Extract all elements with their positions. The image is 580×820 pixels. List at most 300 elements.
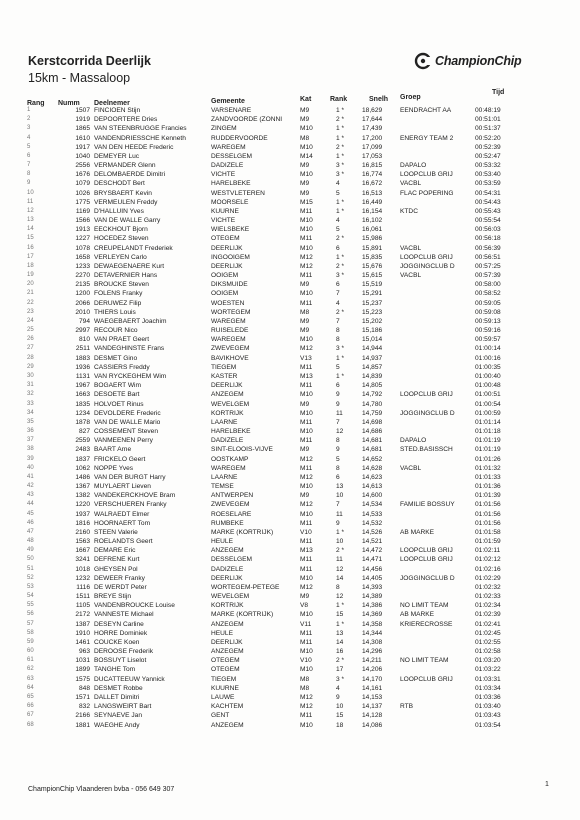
table-header <box>0 86 580 108</box>
row-time: 00:57:25 <box>475 262 501 270</box>
row-time: 01:01:36 <box>475 483 501 491</box>
row-participant: FRICKELO Geert <box>94 455 146 463</box>
row-municipality: WAREGEM <box>211 464 246 472</box>
row-rank: 14 <box>336 638 344 646</box>
row-time: 01:01:39 <box>475 492 501 500</box>
row-speed: 14,937 <box>362 354 383 362</box>
row-municipality: DESSELGEM <box>211 556 253 564</box>
table-row <box>0 363 580 372</box>
row-rang: 50 <box>27 556 34 563</box>
row-rang: 46 <box>27 519 34 526</box>
row-rang: 8 <box>27 171 31 178</box>
row-municipality: HEULE <box>211 629 233 637</box>
row-category: M9 <box>300 116 310 124</box>
row-number: 2166 <box>75 712 90 720</box>
row-category: M12 <box>300 703 313 711</box>
row-municipality: TIEGEM <box>211 363 237 371</box>
row-participant: GHEYSEN Pol <box>94 565 138 573</box>
row-time: 01:00:16 <box>475 354 501 362</box>
row-category: M9 <box>300 492 310 500</box>
row-number: 1563 <box>75 538 90 546</box>
table-row <box>0 372 580 381</box>
row-participant: VAN DE WALLE Garry <box>94 217 161 225</box>
row-time: 01:01:14 <box>475 418 501 426</box>
table-row <box>0 455 580 464</box>
row-number: 3241 <box>75 556 90 564</box>
row-municipality: OOIGEM <box>211 272 239 280</box>
row-number: 1899 <box>75 666 90 674</box>
row-participant: DEWAEGENAERE Kurt <box>94 262 165 270</box>
row-speed: 15,519 <box>362 281 383 289</box>
row-rank: 10 <box>336 703 344 711</box>
row-rank: 10 <box>336 492 344 500</box>
row-municipality: LAARNE <box>211 473 238 481</box>
row-rank: 6 <box>336 244 340 252</box>
row-group: DAPALO <box>400 162 427 170</box>
row-group: AB MARKE <box>400 528 435 536</box>
header-nummer: Numm <box>58 100 80 107</box>
row-rang: 66 <box>27 703 34 710</box>
row-time: 00:53:32 <box>475 162 501 170</box>
row-rank: 1 * <box>336 198 345 206</box>
row-municipality: DADIZELE <box>211 437 244 445</box>
table-row <box>0 500 580 509</box>
row-category: M11 <box>300 299 313 307</box>
row-number: 1575 <box>75 675 90 683</box>
row-category: M12 <box>300 694 313 701</box>
row-group: STED.BASISSCH <box>400 446 453 454</box>
row-participant: DELOMBAERDE Dimitri <box>94 171 166 179</box>
row-time: 01:02:16 <box>475 565 501 573</box>
row-speed: 16,672 <box>362 180 383 188</box>
row-participant: VAN RYCKEGHEM Wim <box>94 372 167 380</box>
row-category: M10 <box>300 611 313 619</box>
row-rank: 9 <box>336 519 340 527</box>
row-number: 1078 <box>75 244 90 252</box>
row-municipality: RUISELEDE <box>211 327 249 335</box>
row-rang: 58 <box>27 629 34 636</box>
row-time: 01:02:12 <box>475 556 501 564</box>
row-number: 2172 <box>75 611 90 619</box>
row-municipality: MARKE (KORTRIJK) <box>211 611 274 619</box>
table-row <box>0 519 580 528</box>
row-number: 1910 <box>75 629 90 637</box>
row-time: 00:59:57 <box>475 336 501 344</box>
row-category: M8 <box>300 675 310 683</box>
row-category: M10 <box>300 721 313 729</box>
row-speed: 14,456 <box>362 565 383 573</box>
row-time: 01:00:54 <box>475 400 501 408</box>
row-speed: 14,526 <box>362 528 383 536</box>
row-category: V13 <box>300 354 312 362</box>
row-number: 1232 <box>75 574 90 582</box>
row-category: M11 <box>300 363 313 371</box>
row-speed: 14,521 <box>362 538 383 546</box>
row-rank: 1 * <box>336 253 345 261</box>
row-municipality: WEVELGEM <box>211 400 250 408</box>
row-rank: 1 * <box>336 152 345 160</box>
row-speed: 14,600 <box>362 492 383 500</box>
row-category: V11 <box>300 620 312 628</box>
row-category: M11 <box>300 565 313 573</box>
row-rang: 48 <box>27 538 34 545</box>
row-speed: 14,792 <box>362 391 383 399</box>
row-speed: 14,857 <box>362 363 383 371</box>
row-speed: 14,805 <box>362 382 383 390</box>
row-time: 00:56:03 <box>475 226 501 234</box>
row-category: V8 <box>300 602 309 610</box>
row-participant: VERMEULEN Freddy <box>94 198 158 206</box>
row-speed: 14,472 <box>362 547 383 555</box>
row-number: 2556 <box>75 162 90 170</box>
row-speed: 15,014 <box>362 336 383 344</box>
table-row <box>0 234 580 243</box>
row-number: 1837 <box>75 455 90 463</box>
row-municipality: RUMBEKE <box>211 519 244 527</box>
table-row <box>0 436 580 445</box>
row-municipality: DEERLIJK <box>211 262 243 270</box>
row-time: 00:52:20 <box>475 134 501 142</box>
row-number: 1116 <box>76 583 90 591</box>
row-rank: 4 <box>336 180 340 188</box>
header-groep: Groep <box>400 94 421 101</box>
row-rank: 7 <box>336 501 340 509</box>
row-number: 1658 <box>75 253 90 261</box>
row-time: 00:51:01 <box>475 116 501 124</box>
row-rang: 41 <box>27 473 34 480</box>
row-participant: MUYLAERT Lieven <box>94 483 151 491</box>
row-participant: VERLEYEN Carlo <box>94 253 147 261</box>
row-category: M9 <box>300 189 310 197</box>
row-participant: VERSCHUEREN Franky <box>94 501 167 509</box>
row-speed: 16,061 <box>362 226 383 234</box>
race-subtitle: 15km - Massaloop <box>28 71 131 85</box>
row-rank: 6 <box>336 382 340 390</box>
row-time: 00:56:18 <box>475 235 501 243</box>
row-municipality: DADIZELE <box>211 162 244 170</box>
row-time: 00:56:39 <box>475 244 501 252</box>
row-category: M12 <box>300 345 313 353</box>
row-time: 00:59:08 <box>475 308 501 316</box>
row-participant: VANDEGHINSTE Frans <box>94 345 165 353</box>
row-rank: 1 * <box>336 354 345 362</box>
row-category: M11 <box>300 638 313 646</box>
row-rang: 11 <box>27 198 34 205</box>
row-rang: 35 <box>27 418 34 425</box>
row-municipality: DADIZELE <box>211 565 244 573</box>
row-number: 1883 <box>75 354 90 362</box>
row-municipality: WAREGEM <box>211 317 246 325</box>
row-rang: 49 <box>27 547 34 554</box>
row-category: M10 <box>300 648 313 656</box>
table-row <box>0 124 580 133</box>
header-snelh: Snelh <box>369 96 389 103</box>
row-number: 1018 <box>75 565 90 573</box>
row-time: 00:57:39 <box>475 272 501 280</box>
table-row <box>0 555 580 564</box>
table-row <box>0 711 580 720</box>
row-time: 01:00:35 <box>475 363 501 371</box>
row-rang: 39 <box>27 455 34 462</box>
row-speed: 16,102 <box>362 217 383 225</box>
row-municipality: KUURNE <box>211 684 239 692</box>
row-rank: 6 <box>336 281 340 289</box>
row-municipality: OOIGEM <box>211 290 239 298</box>
row-number: 1227 <box>75 235 90 243</box>
row-municipality: VICHTE <box>211 171 236 179</box>
row-speed: 14,086 <box>362 721 383 729</box>
row-group: LOOPCLUB GRIJ <box>400 171 453 179</box>
row-speed: 17,053 <box>362 152 383 160</box>
row-category: M11 <box>300 382 313 390</box>
row-rang: 20 <box>27 281 34 288</box>
table-row <box>0 675 580 684</box>
row-category: M10 <box>300 574 313 582</box>
row-speed: 14,471 <box>362 556 383 564</box>
row-municipality: KUURNE <box>211 207 239 215</box>
row-speed: 14,759 <box>362 409 383 417</box>
row-participant: DEVOLDERE Frederic <box>94 409 161 417</box>
row-municipality: OOSTKAMP <box>211 455 249 463</box>
row-rang: 64 <box>27 684 34 691</box>
row-municipality: KORTRIJK <box>211 602 244 610</box>
table-row <box>0 473 580 482</box>
row-participant: DEWEER Franky <box>94 574 145 582</box>
row-rank: 12 <box>336 428 344 436</box>
row-number: 1878 <box>75 418 90 426</box>
row-municipality: MARKE (KORTRIJK) <box>211 528 274 536</box>
row-time: 00:52:39 <box>475 143 501 151</box>
row-participant: NOPPE Yves <box>94 464 134 472</box>
row-participant: DEMARE Eric <box>94 547 136 555</box>
row-time: 01:02:33 <box>475 593 501 601</box>
table-row <box>0 344 580 353</box>
row-category: M13 <box>300 372 313 380</box>
row-time: 00:55:54 <box>475 217 501 225</box>
row-group: EENDRACHT AA <box>400 107 452 114</box>
table-row <box>0 592 580 601</box>
row-speed: 14,170 <box>362 675 383 683</box>
table-row <box>0 400 580 409</box>
row-speed: 15,237 <box>362 299 383 307</box>
row-rank: 2 * <box>336 262 345 270</box>
table-row <box>0 601 580 610</box>
row-number: 1169 <box>75 207 90 215</box>
row-category: M9 <box>300 107 310 114</box>
table-row <box>0 445 580 454</box>
row-municipality: HARELBEKE <box>211 180 251 188</box>
row-municipality: TEMSE <box>211 483 234 491</box>
row-rang: 37 <box>27 437 34 444</box>
row-speed: 14,128 <box>362 712 383 720</box>
row-rank: 3 * <box>336 675 345 683</box>
row-category: M11 <box>300 464 313 472</box>
row-rang: 13 <box>27 217 34 224</box>
row-time: 01:03:54 <box>475 721 501 729</box>
row-speed: 15,223 <box>362 308 383 316</box>
row-group: FAMILIE BOSSUY <box>400 501 455 509</box>
row-municipality: MOORSELE <box>211 198 249 206</box>
row-group: LOOPCLUB GRIJ <box>400 556 453 564</box>
row-time: 00:54:31 <box>475 189 501 197</box>
row-rang: 54 <box>27 593 34 600</box>
row-municipality: LAUWE <box>211 694 235 701</box>
row-speed: 14,681 <box>362 437 383 445</box>
row-time: 01:03:20 <box>475 657 501 665</box>
table-row <box>0 271 580 280</box>
row-group: VACBL <box>400 272 422 280</box>
row-speed: 14,613 <box>362 483 383 491</box>
row-time: 01:00:59 <box>475 409 501 417</box>
row-speed: 14,623 <box>362 473 383 481</box>
row-time: 01:01:26 <box>475 455 501 463</box>
row-rang: 17 <box>27 253 34 260</box>
row-time: 01:03:34 <box>475 684 501 692</box>
row-rank: 1 * <box>336 207 345 215</box>
row-rang: 45 <box>27 510 34 517</box>
row-rank: 15 <box>336 611 344 619</box>
row-group: LOOPCLUB GRIJ <box>400 675 453 683</box>
row-speed: 14,206 <box>362 666 383 674</box>
row-category: M11 <box>300 437 313 445</box>
table-row <box>0 620 580 629</box>
table-row <box>0 262 580 271</box>
table-row <box>0 528 580 537</box>
row-rank: 7 <box>336 317 340 325</box>
row-participant: VERMANDER Glenn <box>94 162 156 170</box>
table-row <box>0 684 580 693</box>
row-participant: VANDENDRIESSCHE Kenneth <box>94 134 186 142</box>
row-municipality: LAARNE <box>211 418 238 426</box>
row-rang: 14 <box>27 226 34 233</box>
row-number: 810 <box>78 336 90 344</box>
row-number: 1919 <box>75 116 90 124</box>
row-participant: DESMET Gino <box>94 354 138 362</box>
row-number: 2270 <box>75 272 90 280</box>
table-row <box>0 170 580 179</box>
table-row <box>0 198 580 207</box>
race-title: Kerstcorrida Deerlijk <box>28 54 151 68</box>
row-group: JOGGINGCLUB D <box>400 574 455 582</box>
row-rang: 21 <box>27 290 34 297</box>
row-speed: 14,389 <box>362 593 383 601</box>
table-row <box>0 143 580 152</box>
row-participant: THIERS Louis <box>94 308 136 316</box>
row-speed: 14,698 <box>362 418 383 426</box>
row-participant: WALRAEDT Elmer <box>94 510 150 518</box>
row-participant: DUCATTEEUW Yannick <box>94 675 165 683</box>
table-row <box>0 574 580 583</box>
table-row <box>0 253 580 262</box>
row-number: 1507 <box>75 107 90 114</box>
row-rang: 3 <box>27 125 31 132</box>
results-table <box>0 106 580 730</box>
row-municipality: WEVELGEM <box>211 593 250 601</box>
row-rank: 11 <box>336 510 343 518</box>
table-row <box>0 280 580 289</box>
row-participant: VAN DER BURGT Harry <box>94 473 166 481</box>
row-participant: D'HALLUIN Yves <box>94 207 144 215</box>
row-participant: DESOETE Bart <box>94 391 140 399</box>
row-rang: 63 <box>27 675 34 682</box>
row-rang: 4 <box>27 134 31 141</box>
row-group: NO LIMIT TEAM <box>400 657 449 665</box>
row-rang: 38 <box>27 446 34 453</box>
row-category: M13 <box>300 547 313 555</box>
row-rank: 3 * <box>336 345 345 353</box>
row-category: M9 <box>300 281 310 289</box>
row-participant: DEFRENE Kurt <box>94 556 140 564</box>
row-participant: RECOUR Nico <box>94 327 138 335</box>
row-municipality: ANZEGEM <box>211 391 244 399</box>
row-rang: 43 <box>27 492 34 499</box>
row-municipality: ANTWERPEN <box>211 492 254 500</box>
row-category: M14 <box>300 152 313 160</box>
row-rank: 13 <box>336 629 344 637</box>
row-time: 01:02:58 <box>475 648 501 656</box>
row-rang: 47 <box>27 528 34 535</box>
row-participant: CREUPELANDT Frederiek <box>94 244 173 252</box>
row-rank: 1 * <box>336 528 345 536</box>
header-tijd: Tijd <box>492 89 505 96</box>
row-rang: 56 <box>27 611 34 618</box>
table-row <box>0 546 580 555</box>
row-speed: 14,211 <box>362 657 382 665</box>
header-deelnemer: Deelnemer <box>94 100 130 107</box>
row-rang: 24 <box>27 317 34 324</box>
row-speed: 15,291 <box>362 290 383 298</box>
row-category: M9 <box>300 327 310 335</box>
row-rang: 23 <box>27 308 34 315</box>
row-participant: VANDEKERCKHOVE Bram <box>94 492 176 500</box>
row-speed: 14,533 <box>362 510 383 518</box>
row-rang: 31 <box>27 382 34 389</box>
row-speed: 14,686 <box>362 428 383 436</box>
row-number: 1220 <box>75 501 90 509</box>
row-municipality: DEERLIJK <box>211 382 243 390</box>
row-rang: 25 <box>27 327 34 334</box>
row-time: 01:01:19 <box>475 446 501 454</box>
row-municipality: ZANDVOORDE (ZONNI <box>211 116 283 124</box>
row-time: 00:48:19 <box>475 107 501 114</box>
row-municipality: WAREGEM <box>211 143 246 151</box>
row-number: 1040 <box>75 152 90 160</box>
row-number: 1865 <box>75 125 90 133</box>
row-speed: 17,200 <box>362 134 383 142</box>
row-time: 01:01:33 <box>475 473 501 481</box>
championchip-logo <box>414 52 521 70</box>
row-number: 1461 <box>75 638 90 646</box>
row-group: JOGGINGCLUB D <box>400 262 455 270</box>
footer-contact: ChampionChip Vlaanderen bvba - 056 649 307 <box>28 786 175 793</box>
table-row <box>0 565 580 574</box>
row-group: LOOPCLUB GRIJ <box>400 547 453 555</box>
row-group: KTDC <box>400 207 418 215</box>
row-participant: DESEYN Carline <box>94 620 144 628</box>
row-rank: 8 <box>336 437 340 445</box>
row-category: M12 <box>300 262 313 270</box>
table-row <box>0 299 580 308</box>
row-category: M10 <box>300 125 313 133</box>
championchip-logo-icon <box>414 52 432 70</box>
row-speed: 15,835 <box>362 253 383 261</box>
row-rank: 10 <box>336 538 344 546</box>
table-row <box>0 106 580 115</box>
row-municipality: WAREGEM <box>211 336 246 344</box>
row-rang: 34 <box>27 409 34 416</box>
row-time: 00:56:51 <box>475 253 501 261</box>
row-group: VACBL <box>400 244 422 252</box>
